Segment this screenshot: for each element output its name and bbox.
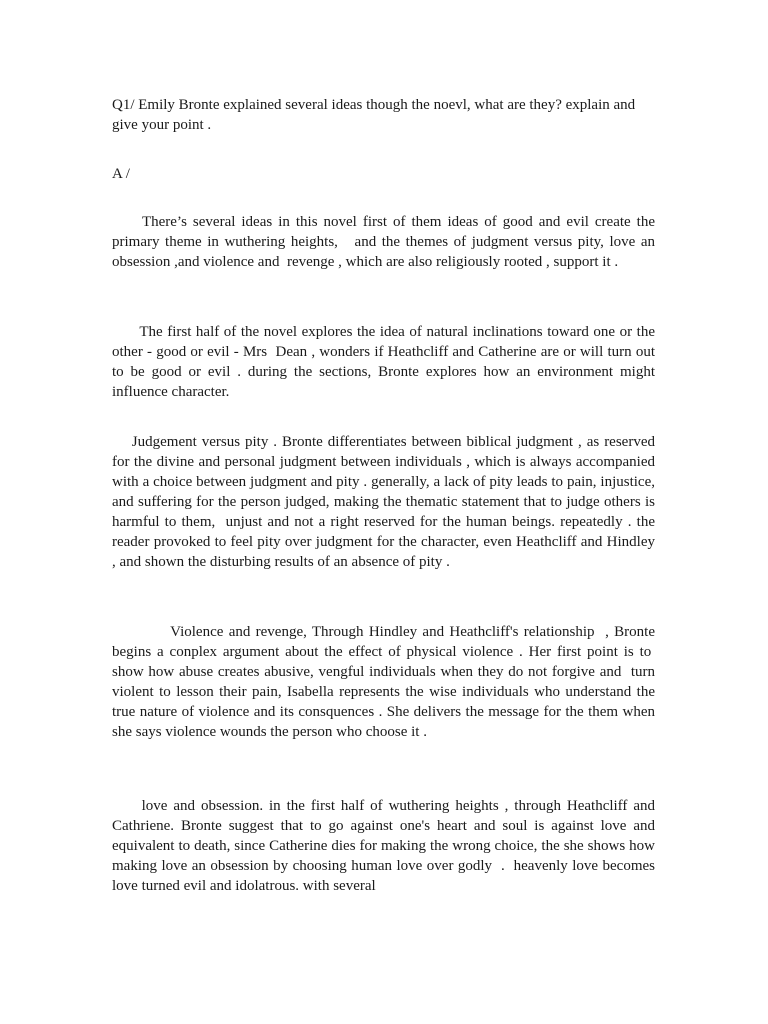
question-text: Q1/ Emily Bronte explained several ideas though the noevl, what are they? explain and give your point . — [112, 97, 636, 133]
paragraph-love-and-obsession: love and obsession. in the first half of wuthering heights , through Heathcliff and Cathriene. Bronte suggest that to go against one's heart and soul is against love and equivalent to death, since Catherine dies for making the wrong choice, the she shows how making love an obsession by choosing human love over godly . heavenly love becomes love turned evil and idolatrous. with several — [112, 798, 655, 894]
paragraph-judgement-versus-pity: Judgement versus pity . Bronte differentiates between biblical judgment , as reserved for the divine and personal judgment between individuals , which is always accompanied with a choice between judgment and pity . generally, a lack of pity leads to pain, injustice, and suffering for the person judged, making the thematic statement that to judge others is harmful to them, unjust and not a right reserved for the human beings. repeatedly . the reader provoked to feel pity over judgment for the character, even Heathcliff and Hindley , and shown the disturbing results of an absence of pity . — [112, 434, 655, 570]
paragraph-natural-inclinations: The first half of the novel explores the idea of natural inclinations toward one or the other - good or evil - Mrs Dean , wonders if Heathcliff and Catherine are or will turn out to be good or evil . during the sections, Bronte explores how an environment might influence character. — [112, 324, 655, 400]
answer-label: A / — [112, 166, 130, 182]
paragraph-good-and-evil-intro: There’s several ideas in this novel first of them ideas of good and evil create the primary theme in wuthering heights, and the themes of judgment versus pity, love an obsession ,and violence and revenge , which are also religiously rooted , support it . — [112, 214, 655, 270]
paragraph-violence-and-revenge: Violence and revenge, Through Hindley and Heathcliff's relationship , Bronte begins a conplex argument about the effect of physical violence . Her first point is to show how abuse creates abusive, vengful individuals when they do not forgive and turn violent to lesson their pain, Isabella represents the wise individuals who understand the true nature of violence and its consquences . She delivers the message for the them when she says violence wounds the person who choose it . — [112, 624, 655, 740]
